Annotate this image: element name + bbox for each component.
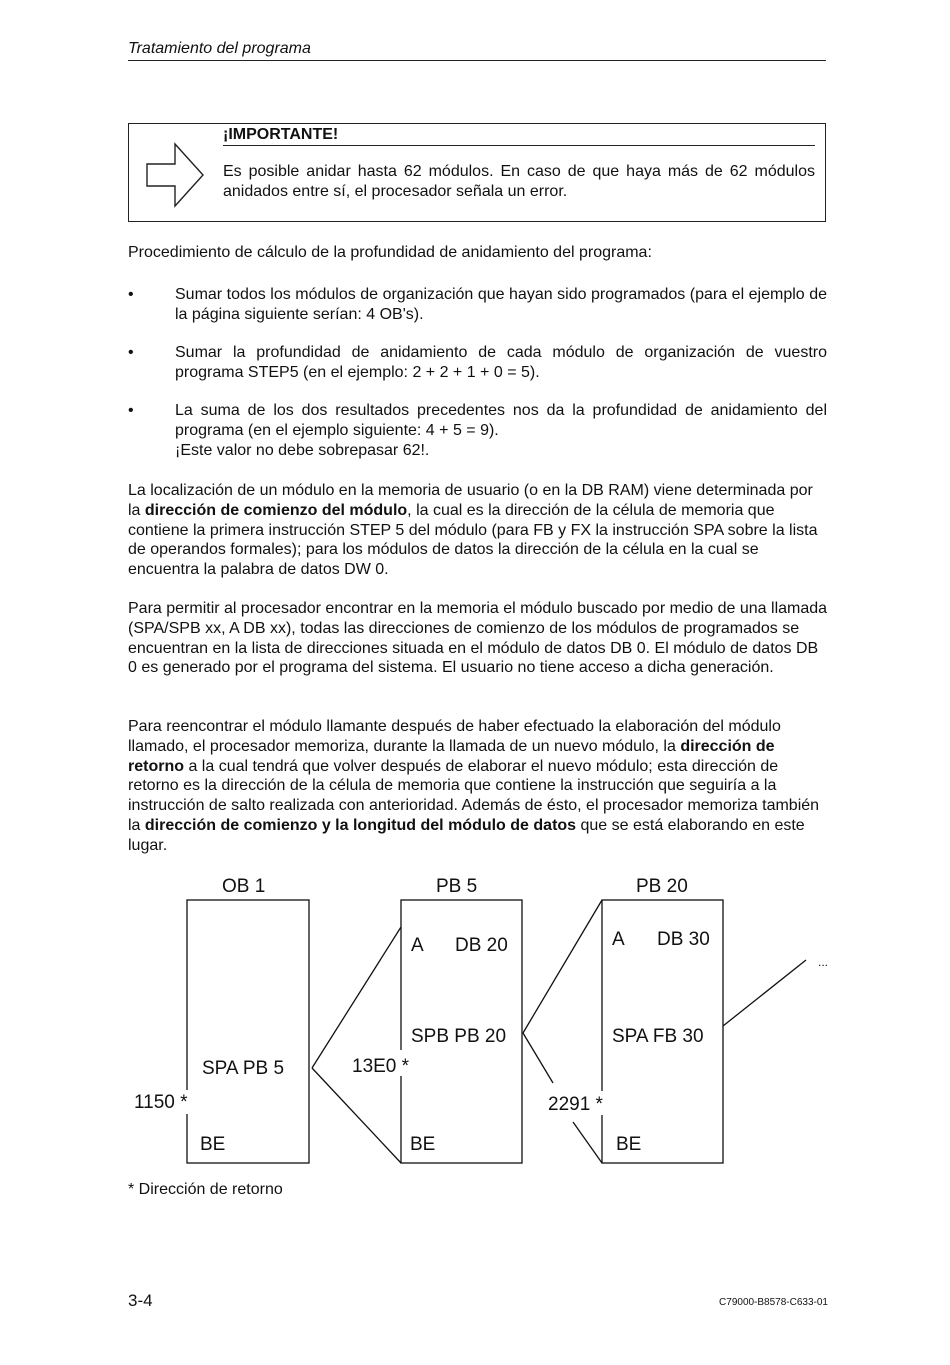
pb5-open-instruction: A [411,935,424,956]
pb5-call-instruction: SPB PB 20 [411,1026,507,1047]
paragraph-return-address: Para reencontrar el módulo llamante después de haber efectuado la elaboración del módulo llamado, el procesador memoriza, durante la llamada de un nuevo módulo, la dirección de retorno a la cual tendrá que volver después de elaborar el nuevo módulo; esta dirección de retorno es la dirección de la célula de memoria que contiene la instrucción que seguiría a la instrucción de salto realizada con anterioridad. Además de ésto, el procesador memoriza también la dirección de comienzo y la longitud del módulo de datos que se está elaborando en este lugar. [128,718,820,854]
ob1-title: OB 1 [222,876,266,897]
bullet-item: Sumar la profundidad de anidamiento de cada módulo de organización de vuestro programa STEP5 (en el ejemplo: 2 + 2 + 1 + 0 = 5). [175,344,827,381]
call-line [312,927,401,1068]
bullet-item: La suma de los dos resultados precedentes nos da la profundidad de anidamiento del programa (en el ejemplo siguiente: 4 + 5 = 9). [175,402,827,439]
page-number: 3-4 [128,1291,153,1310]
pb20-end-instruction: BE [616,1134,642,1155]
pb20-call-instruction: SPA FB 30 [612,1026,704,1047]
bullet-item: Sumar todos los módulos de organización que hayan sido programados (para el ejemplo de la página siguiente serían: 4 OB's). [175,286,827,323]
intro-paragraph: Procedimiento de cálculo de la profundidad de anidamiento del programa: [128,244,652,261]
pb20-title: PB 20 [636,876,688,897]
paragraph-address-list: Para permitir al procesador encontrar en la memoria el módulo buscado por medio de una llamada (SPA/SPB xx, A DB xx), todas las direcciones de comienzo de los módulos de programados se encuentran en la lista de direcciones situada en el módulo de datos DB 0. El módulo de datos DB 0 es generado por el programa del sistema. El usuario no tiene acceso a dicha generación. [128,600,828,677]
pb5-title: PB 5 [436,876,478,897]
bullet-item-note: ¡Este valor no debe sobrepasar 62!. [175,442,430,459]
pb20-return-address: 2291 * [548,1094,603,1115]
paragraph-module-location: La localización de un módulo en la memoria de usuario (o en la DB RAM) viene determinada por la dirección de comienzo del módulo, la cual es la dirección de la célula de memoria que contiene la primera instrucción STEP 5 del módulo (para FB y FX la instrucción SPA sobre la lista de operandos formales); para los módulos de datos la dirección de la célula en la cual se encuentra la palabra de datos DW 0. [128,482,818,579]
ob1-block [187,900,309,1163]
running-header: Tratamiento del programa [128,40,826,61]
footnote: * Dirección de retorno [128,1181,283,1198]
pb20-open-instruction: A [612,929,625,950]
pb20-data-module: DB 30 [657,929,710,950]
pb5-end-instruction: BE [410,1134,436,1155]
bullet-symbol: • [128,286,134,303]
ob1-return-address: 1150 * [134,1092,188,1113]
return-line [523,1033,553,1083]
bullet-symbol: • [128,402,134,419]
return-line [312,1068,401,1163]
call-line [523,900,602,1033]
ob1-call-instruction: SPA PB 5 [202,1058,285,1079]
continuation-ellipsis: ... [818,955,829,969]
ob1-end-instruction: BE [200,1134,226,1155]
important-text: Es posible anidar hasta 62 módulos. En caso de que haya más de 62 módulos anidados entre sí, el procesador señala un error. [223,163,815,200]
return-line [573,1122,602,1163]
bullet-symbol: • [128,344,134,361]
pb5-data-module: DB 20 [455,935,508,956]
call-line [723,960,806,1026]
important-title: ¡IMPORTANTE! [223,126,815,146]
pb5-return-address: 13E0 * [352,1056,410,1077]
document-code: C79000-B8578-C633-01 [719,1297,828,1308]
